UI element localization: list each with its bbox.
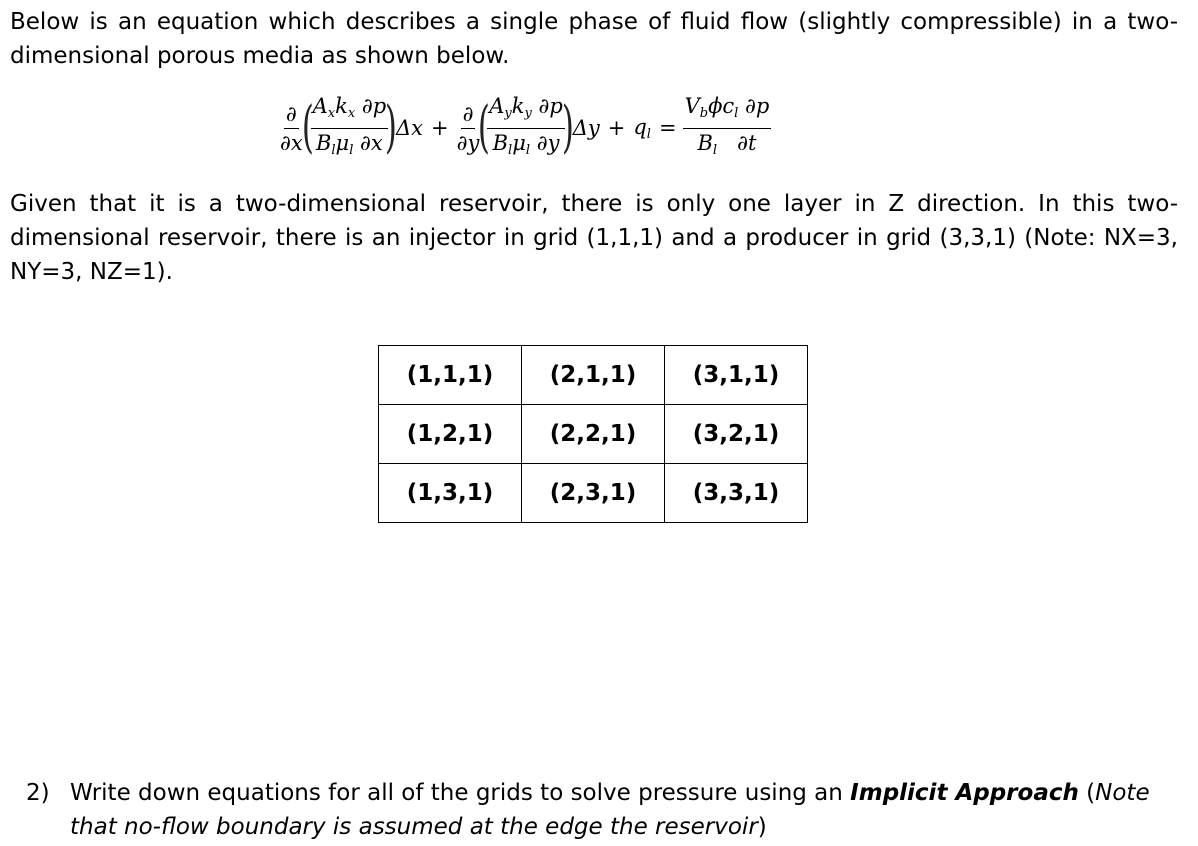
y-flux-fraction: [487, 93, 565, 164]
left-paren-y: (: [478, 95, 491, 160]
x-flux-fraction: [311, 93, 389, 164]
partial-x-den: ∂x: [280, 130, 303, 155]
right-paren-y: ): [561, 95, 574, 160]
delta-y: Δy: [572, 116, 600, 140]
x-flux-den: $B_l\mu_l$ ∂x: [315, 130, 383, 158]
grid-cell: (1,1,1): [379, 346, 522, 405]
grid-table: [378, 345, 808, 523]
note-open: (: [1078, 780, 1096, 806]
note-label: Note: [1095, 780, 1150, 806]
grid-cell: (1,2,1): [379, 405, 522, 464]
left-paren-x: (: [301, 95, 314, 160]
grid-row: [379, 346, 808, 405]
partial-y-num: ∂: [461, 101, 476, 129]
grid-row: [379, 464, 808, 523]
flow-equation: [278, 92, 771, 164]
y-flux-den: $B_l\mu_l$ ∂y: [492, 130, 560, 158]
partial-x-operator: [278, 101, 305, 156]
question-number: 2): [26, 780, 50, 806]
grid-row: [379, 405, 808, 464]
y-flux-num: $A_yk_y$ ∂p: [487, 93, 565, 129]
question-emphasis: Implicit Approach: [850, 780, 1079, 806]
source-term: $q_l$: [633, 114, 651, 142]
grid-cell: (3,3,1): [665, 464, 808, 523]
grid-cell: (2,1,1): [522, 346, 665, 405]
grid-cell: (3,2,1): [665, 405, 808, 464]
note-close: ): [757, 814, 767, 840]
plus-sign-2: +: [607, 116, 626, 140]
question-2: [26, 776, 1186, 844]
rhs-den: $B_l$ ∂t: [697, 130, 757, 158]
grid-cell: (1,3,1): [379, 464, 522, 523]
grid-cell: (3,1,1): [665, 346, 808, 405]
grid-cell: (2,3,1): [522, 464, 665, 523]
partial-y-den: ∂y: [456, 130, 480, 155]
grid-cell: (2,2,1): [522, 405, 665, 464]
intro-paragraph-1: Below is an equation which describes a single phase of fluid flow (slightly compressible) in a two-dimensional porous media as shown below.: [10, 9, 1178, 69]
plus-sign-1: +: [431, 116, 449, 140]
partial-x-num: ∂: [284, 101, 299, 129]
x-flux-num: $A_xk_x$ ∂p: [311, 93, 389, 129]
right-paren-x: ): [385, 95, 398, 160]
equals-sign: =: [658, 116, 677, 140]
note-text: that no-flow boundary is assumed at the edge the reservoir: [70, 814, 758, 840]
rhs-fraction: [683, 93, 772, 164]
question-text: Write down equations for all of the grids to solve pressure using an: [70, 780, 851, 806]
intro-paragraph-2: Given that it is a two-dimensional reservoir, there is only one layer in Z direction. In this two-dimensional reservoir, there is an injector in grid (1,1,1) and a producer in grid (3,3,1) (Note: NX=3, NY=3, NZ=1).: [10, 191, 1178, 285]
delta-x: Δx: [396, 116, 424, 140]
rhs-num: $V_b\phi c_l$ ∂p: [683, 93, 772, 129]
